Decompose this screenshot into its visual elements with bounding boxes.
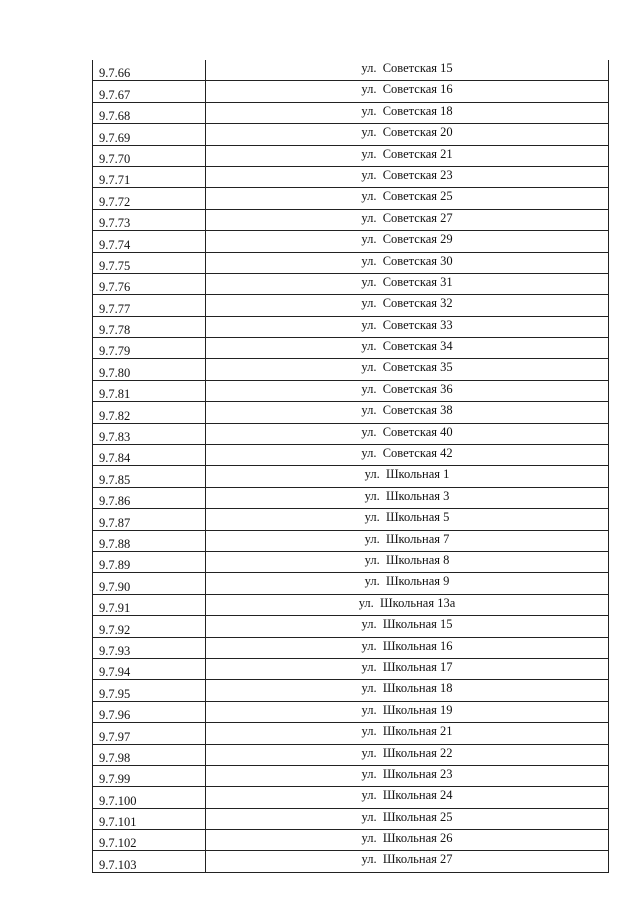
row-number-cell: 9.7.94 xyxy=(93,658,206,679)
row-number-cell: 9.7.88 xyxy=(93,530,206,551)
table-row xyxy=(93,680,609,701)
row-number-cell: 9.7.77 xyxy=(93,295,206,316)
table-row xyxy=(93,402,609,423)
address-cell: ул. Школьная 27 xyxy=(206,851,609,872)
table-row xyxy=(93,808,609,829)
address-cell: ул. Школьная 18 xyxy=(206,680,609,701)
table-row xyxy=(93,145,609,166)
table-row xyxy=(93,830,609,851)
address-cell: ул. Советская 32 xyxy=(206,295,609,316)
address-cell: ул. Советская 18 xyxy=(206,102,609,123)
row-number-cell: 9.7.73 xyxy=(93,209,206,230)
address-cell: ул. Советская 30 xyxy=(206,252,609,273)
table-row xyxy=(93,551,609,572)
table-row xyxy=(93,509,609,530)
address-cell: ул. Советская 34 xyxy=(206,338,609,359)
address-cell: ул. Школьная 23 xyxy=(206,765,609,786)
row-number-cell: 9.7.92 xyxy=(93,616,206,637)
address-cell: ул. Советская 33 xyxy=(206,316,609,337)
address-cell: ул. Школьная 3 xyxy=(206,487,609,508)
address-cell: ул. Советская 16 xyxy=(206,81,609,102)
table-row xyxy=(93,81,609,102)
address-cell: ул. Школьная 26 xyxy=(206,830,609,851)
table-row xyxy=(93,252,609,273)
address-cell: ул. Советская 21 xyxy=(206,145,609,166)
row-number-cell: 9.7.72 xyxy=(93,188,206,209)
row-number-cell: 9.7.78 xyxy=(93,316,206,337)
table-row xyxy=(93,723,609,744)
table-row xyxy=(93,316,609,337)
row-number-cell: 9.7.75 xyxy=(93,252,206,273)
address-table xyxy=(92,60,609,873)
table-row xyxy=(93,701,609,722)
row-number-cell: 9.7.66 xyxy=(93,60,206,81)
table-row xyxy=(93,637,609,658)
address-cell: ул. Школьная 5 xyxy=(206,509,609,530)
address-cell: ул. Школьная 22 xyxy=(206,744,609,765)
table-row xyxy=(93,166,609,187)
address-cell: ул. Школьная 7 xyxy=(206,530,609,551)
address-cell: ул. Советская 25 xyxy=(206,188,609,209)
row-number-cell: 9.7.93 xyxy=(93,637,206,658)
address-table-body xyxy=(93,60,609,872)
table-row xyxy=(93,787,609,808)
address-cell: ул. Советская 38 xyxy=(206,402,609,423)
row-number-cell: 9.7.99 xyxy=(93,765,206,786)
row-number-cell: 9.7.68 xyxy=(93,102,206,123)
row-number-cell: 9.7.101 xyxy=(93,808,206,829)
table-row xyxy=(93,60,609,81)
row-number-cell: 9.7.97 xyxy=(93,723,206,744)
table-row xyxy=(93,530,609,551)
address-cell: ул. Школьная 24 xyxy=(206,787,609,808)
address-cell: ул. Советская 15 xyxy=(206,60,609,81)
table-row xyxy=(93,124,609,145)
address-cell: ул. Советская 27 xyxy=(206,209,609,230)
row-number-cell: 9.7.87 xyxy=(93,509,206,530)
row-number-cell: 9.7.96 xyxy=(93,701,206,722)
row-number-cell: 9.7.100 xyxy=(93,787,206,808)
row-number-cell: 9.7.102 xyxy=(93,830,206,851)
row-number-cell: 9.7.74 xyxy=(93,231,206,252)
table-row xyxy=(93,466,609,487)
address-cell: ул. Школьная 9 xyxy=(206,573,609,594)
table-row xyxy=(93,851,609,872)
address-cell: ул. Советская 40 xyxy=(206,423,609,444)
row-number-cell: 9.7.69 xyxy=(93,124,206,145)
address-cell: ул. Советская 20 xyxy=(206,124,609,145)
table-row xyxy=(93,658,609,679)
address-cell: ул. Советская 29 xyxy=(206,231,609,252)
table-row xyxy=(93,765,609,786)
address-cell: ул. Советская 31 xyxy=(206,273,609,294)
address-cell: ул. Школьная 1 xyxy=(206,466,609,487)
table-row xyxy=(93,445,609,466)
table-row xyxy=(93,594,609,615)
address-cell: ул. Школьная 19 xyxy=(206,701,609,722)
table-row xyxy=(93,102,609,123)
table-row xyxy=(93,487,609,508)
address-cell: ул. Советская 35 xyxy=(206,359,609,380)
row-number-cell: 9.7.85 xyxy=(93,466,206,487)
row-number-cell: 9.7.91 xyxy=(93,594,206,615)
row-number-cell: 9.7.86 xyxy=(93,487,206,508)
address-cell: ул. Школьная 15 xyxy=(206,616,609,637)
row-number-cell: 9.7.83 xyxy=(93,423,206,444)
address-cell: ул. Школьная 16 xyxy=(206,637,609,658)
table-row xyxy=(93,209,609,230)
row-number-cell: 9.7.98 xyxy=(93,744,206,765)
row-number-cell: 9.7.79 xyxy=(93,338,206,359)
table-row xyxy=(93,231,609,252)
row-number-cell: 9.7.82 xyxy=(93,402,206,423)
row-number-cell: 9.7.89 xyxy=(93,551,206,572)
address-cell: ул. Школьная 13а xyxy=(206,594,609,615)
row-number-cell: 9.7.80 xyxy=(93,359,206,380)
row-number-cell: 9.7.71 xyxy=(93,166,206,187)
row-number-cell: 9.7.90 xyxy=(93,573,206,594)
address-cell: ул. Школьная 8 xyxy=(206,551,609,572)
row-number-cell: 9.7.70 xyxy=(93,145,206,166)
address-cell: ул. Советская 42 xyxy=(206,445,609,466)
table-row xyxy=(93,616,609,637)
address-cell: ул. Школьная 17 xyxy=(206,658,609,679)
address-cell: ул. Школьная 25 xyxy=(206,808,609,829)
table-row xyxy=(93,295,609,316)
table-row xyxy=(93,380,609,401)
table-row xyxy=(93,423,609,444)
address-cell: ул. Советская 36 xyxy=(206,380,609,401)
table-row xyxy=(93,338,609,359)
row-number-cell: 9.7.84 xyxy=(93,445,206,466)
address-cell: ул. Школьная 21 xyxy=(206,723,609,744)
table-row xyxy=(93,273,609,294)
address-cell: ул. Советская 23 xyxy=(206,166,609,187)
row-number-cell: 9.7.81 xyxy=(93,380,206,401)
table-row xyxy=(93,188,609,209)
row-number-cell: 9.7.76 xyxy=(93,273,206,294)
row-number-cell: 9.7.103 xyxy=(93,851,206,872)
table-row xyxy=(93,359,609,380)
row-number-cell: 9.7.95 xyxy=(93,680,206,701)
table-row xyxy=(93,573,609,594)
row-number-cell: 9.7.67 xyxy=(93,81,206,102)
table-row xyxy=(93,744,609,765)
